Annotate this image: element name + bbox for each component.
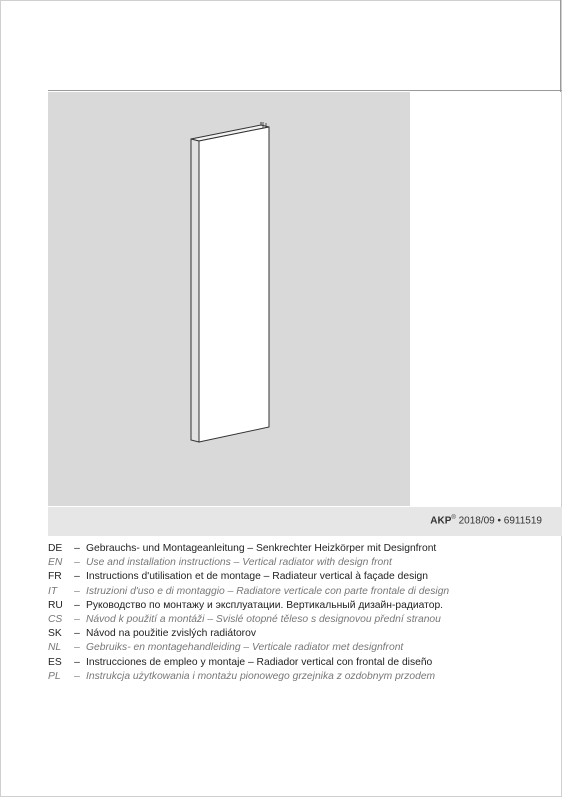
language-dash: – [74, 656, 80, 668]
language-title: Návod na použitie zvislých radiátorov [86, 628, 256, 640]
language-row-pl [48, 670, 548, 684]
radiator-illustration [48, 92, 410, 506]
language-code: CS [48, 613, 63, 625]
language-title: Istruzioni d'uso e di montaggio – Radiatore verticale con parte frontale di design [86, 585, 450, 597]
product-code-band [48, 507, 562, 536]
top-rule [48, 90, 562, 91]
language-title: Instructions d'utilisation et de montage – Radiateur vertical à façade design [86, 571, 428, 583]
language-code: PL [48, 670, 61, 682]
language-row-it [48, 585, 548, 599]
language-code: FR [48, 571, 62, 583]
language-row-de [48, 542, 548, 556]
language-list [48, 542, 548, 684]
language-row-fr [48, 570, 548, 584]
edition-and-number: 2018/09 • 6911519 [458, 515, 542, 527]
language-code: ES [48, 656, 62, 668]
illustration-panel [48, 92, 410, 506]
language-dash: – [74, 543, 80, 554]
language-title: Návod k použití a montáži – Svislé otopné těleso s designovou přední stranou [86, 613, 441, 625]
language-row-cs [48, 613, 548, 627]
language-row-sk [48, 627, 548, 641]
language-dash: – [74, 670, 80, 682]
language-code: DE [48, 543, 63, 554]
language-title: Instrucciones de empleo y montaje – Radiador vertical con frontal de diseño [86, 656, 433, 668]
language-dash: – [74, 599, 80, 611]
language-code: EN [48, 557, 63, 569]
language-dash: – [74, 628, 80, 640]
corner-rule [560, 0, 561, 92]
language-title: Instrukcja użytkowania i montażu pionowego grzejnika z ozdobnym przodem [86, 670, 436, 682]
language-dash: – [74, 613, 80, 625]
brand-name: AKP [430, 515, 452, 527]
language-code: IT [48, 585, 58, 597]
language-title: Gebrauchs- und Montageanleitung – Senkrechter Heizkörper mit Designfront [86, 543, 437, 554]
language-code: SK [48, 628, 62, 640]
language-dash: – [74, 585, 80, 597]
language-row-en [48, 556, 548, 570]
language-dash: – [74, 557, 80, 569]
language-row-es [48, 656, 548, 670]
language-dash: – [74, 571, 80, 583]
language-code: NL [48, 642, 62, 654]
language-title: Руководство по монтажу и эксплуатации. Вертикальный дизайн-радиатор. [86, 599, 444, 611]
language-code: RU [48, 599, 63, 611]
registered-mark: ® [451, 515, 456, 521]
language-dash: – [74, 642, 80, 654]
product-code [430, 515, 542, 526]
language-title: Gebruiks- en montagehandleiding – Verticale radiator met designfront [86, 642, 404, 654]
language-row-nl [48, 641, 548, 655]
language-title: Use and installation instructions – Vertical radiator with design front [86, 557, 392, 569]
language-row-ru [48, 599, 548, 613]
